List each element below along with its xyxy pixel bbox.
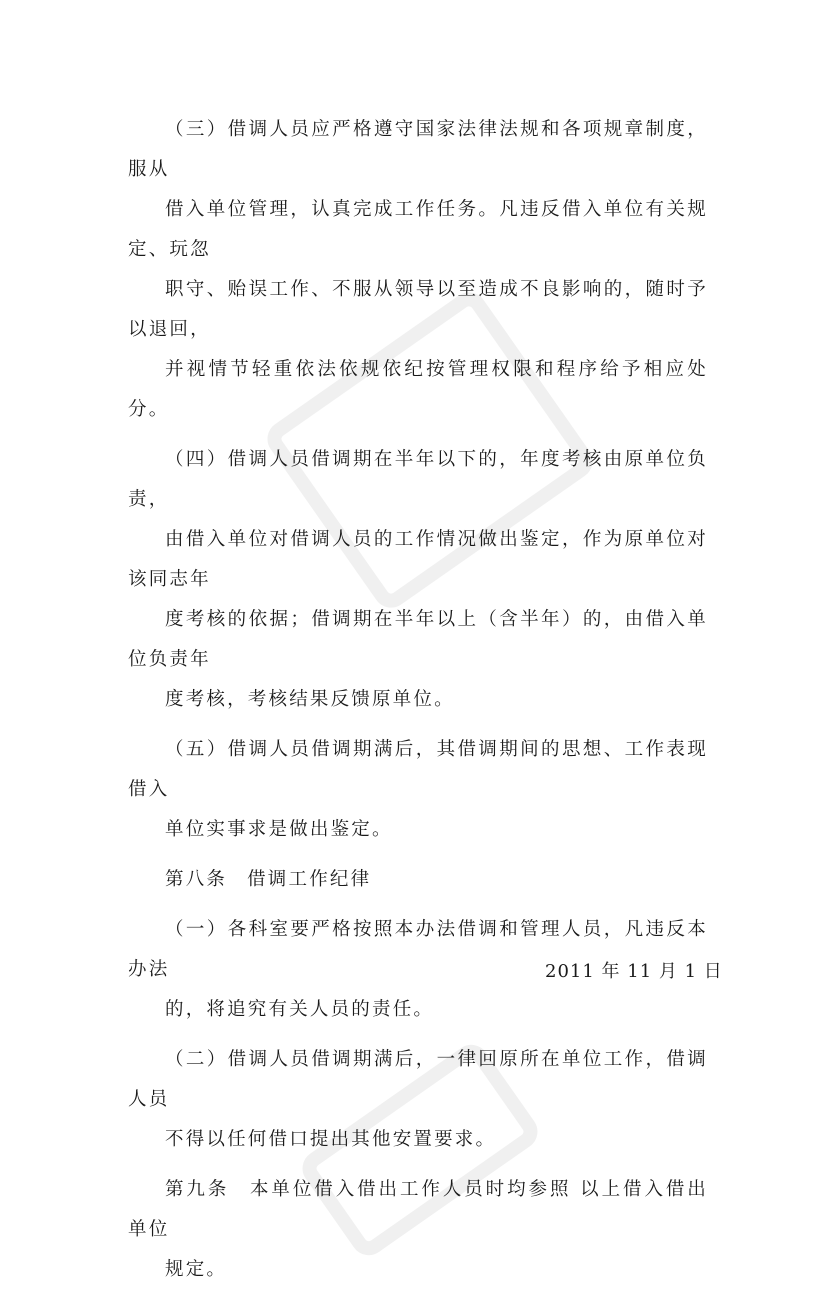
paragraph-4 (128, 440, 708, 720)
article-number: 第八条 (165, 869, 228, 890)
text-line: 由借入单位对借调人员的工作情况做出鉴定，作为原单位对该同志年 (128, 529, 708, 590)
document-date: 2011 年 11 月 1 日 (545, 961, 723, 982)
text-line: 度考核，考核结果反馈原单位。 (165, 689, 455, 710)
article-number: 第九条 (165, 1179, 230, 1200)
article-9 (128, 1170, 708, 1290)
text-line: 并视情节轻重依法依规依纪按管理权限和程序给予相应处分。 (128, 359, 708, 420)
text-line: （一）各科室要严格按照本办法借调和管理人员，凡违反本办法 (128, 919, 708, 980)
text-line: （三）借调人员应严格遵守国家法律法规和各项规章制度，服从 (128, 119, 708, 180)
text-line: 规定。 (165, 1259, 228, 1280)
text-line: （二）借调人员借调期满后，一律回原所在单位工作，借调人员 (128, 1049, 708, 1110)
text-line: （五）借调人员借调期满后，其借调期间的思想、工作表现借入 (128, 739, 708, 800)
text-line: 职守、贻误工作、不服从领导以至造成不良影响的，随时予以退回， (128, 279, 708, 340)
text-line: （四）借调人员借调期在半年以下的，年度考核由原单位负责， (128, 449, 708, 510)
paragraph-3 (128, 110, 708, 430)
text-line: 单位实事求是做出鉴定。 (165, 819, 393, 840)
text-line: 借入单位管理，认真完成工作任务。凡违反借入单位有关规定、玩忽 (128, 199, 708, 260)
text-line (128, 1170, 708, 1250)
document-body (128, 110, 708, 1290)
paragraph-5 (128, 730, 708, 850)
text-line: 度考核的依据；借调期在半年以上（含半年）的，由借入单位负责年 (128, 609, 708, 670)
text-line: 不得以任何借口提出其他安置要求。 (165, 1129, 497, 1150)
article-title: 借调工作纪律 (247, 869, 372, 890)
text-line: 的，将追究有关人员的责任。 (165, 999, 435, 1020)
article-8-heading (128, 860, 708, 900)
paragraph-8-2 (128, 1040, 708, 1160)
article-text: 本单位借入借出工作人员时均参照 以上借入借出单位 (128, 1179, 708, 1240)
